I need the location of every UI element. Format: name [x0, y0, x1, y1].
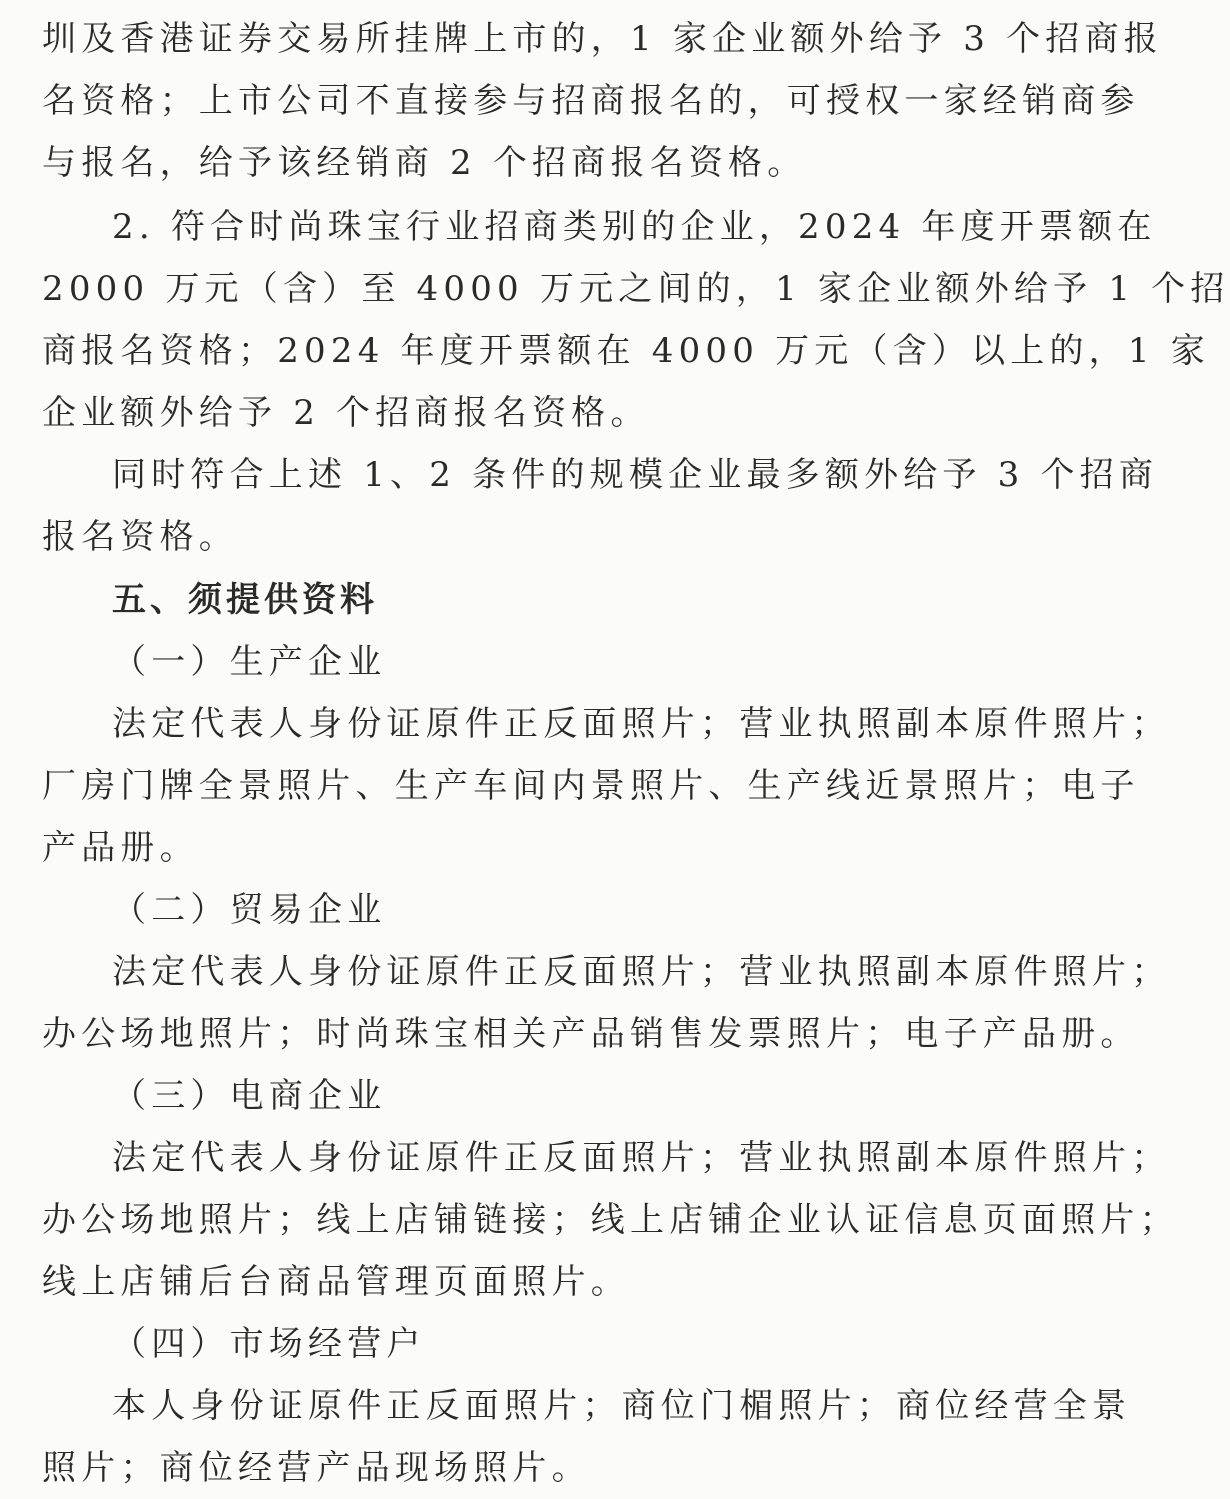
paragraph-line: 同时符合上述 1、2 条件的规模企业最多额外给予 3 个招商	[112, 455, 1159, 495]
paragraph-line: 2. 符合时尚珠宝行业招商类别的企业，2024 年度开票额在	[112, 207, 1157, 247]
paragraph-line: 照片；商位经营产品现场照片。	[42, 1448, 591, 1488]
subsection-heading: （四）市场经营户	[112, 1324, 426, 1364]
paragraph-line: 企业额外给予 2 个招商报名资格。	[42, 393, 650, 433]
paragraph-line: 法定代表人身份证原件正反面照片；营业执照副本原件照片；	[112, 952, 1171, 992]
subsection-heading: （二）贸易企业	[112, 890, 387, 930]
subsection-heading: （三）电商企业	[112, 1076, 387, 1116]
paragraph-line: 线上店铺后台商品管理页面照片。	[42, 1262, 630, 1302]
subsection-heading: （一）生产企业	[112, 642, 387, 682]
paragraph-line: 厂房门牌全景照片、生产车间内景照片、生产线近景照片；电子	[42, 766, 1140, 806]
paragraph-line: 商报名资格；2024 年度开票额在 4000 万元（含）以上的，1 家	[42, 331, 1210, 371]
paragraph-line: 法定代表人身份证原件正反面照片；营业执照副本原件照片；	[112, 704, 1171, 744]
paragraph-line: 圳及香港证券交易所挂牌上市的，1 家企业额外给予 3 个招商报	[42, 19, 1163, 59]
paragraph-line: 法定代表人身份证原件正反面照片；营业执照副本原件照片；	[112, 1138, 1171, 1178]
section-heading: 五、须提供资料	[112, 580, 378, 620]
paragraph-line: 名资格；上市公司不直接参与招商报名的，可授权一家经销商参	[42, 81, 1140, 121]
paragraph-line: 报名资格。	[42, 517, 238, 557]
paragraph-line: 与报名，给予该经销商 2 个招商报名资格。	[42, 143, 807, 183]
paragraph-line: 2000 万元（含）至 4000 万元之间的，1 家企业额外给予 1 个招	[42, 269, 1230, 309]
paragraph-line: 办公场地照片；时尚珠宝相关产品销售发票照片；电子产品册。	[42, 1014, 1140, 1054]
paragraph-line: 产品册。	[42, 828, 199, 868]
paragraph-line: 本人身份证原件正反面照片；商位门楣照片；商位经营全景	[112, 1386, 1132, 1426]
paragraph-line: 办公场地照片；线上店铺链接；线上店铺企业认证信息页面照片；	[42, 1200, 1179, 1240]
